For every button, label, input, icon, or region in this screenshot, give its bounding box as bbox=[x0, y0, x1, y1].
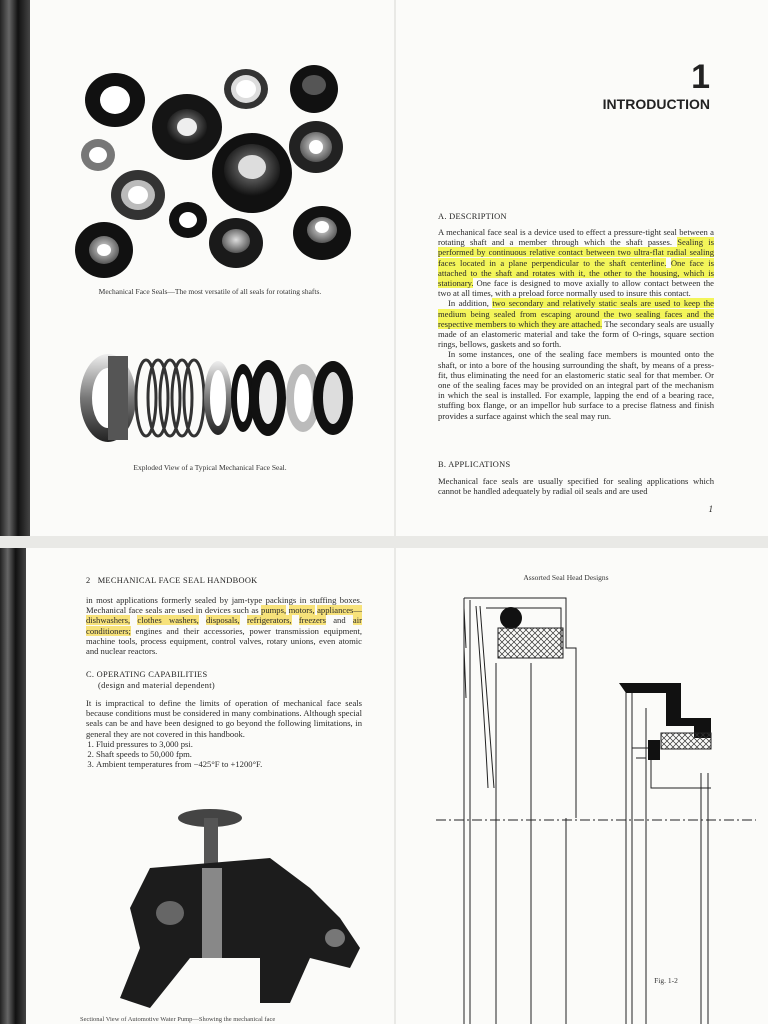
desc-p3: In some instances, one of the sealing face members is mounted onto the shaft, or into a bore of the housing surrounding the shaft, by means of a press-fit, thus eliminating the need for an elastomeric static seal for that member. Or one of the sealing faces may be provided on an integral part of the mechanism in which the seal is installed. For example, lapping the end of a bearing race, stuffing box flange, or an impellor hub surface to a precise flatness and finish provides a surface against which the seal may run. bbox=[438, 349, 714, 421]
applications-text: Mechanical face seals are usually specified for sealing applications which cannot be handled adequately by radial oil seals and are used bbox=[438, 476, 714, 497]
desc-p1-start: A mechanical face seal is a device used to effect a pressure-tight seal between a rotating shaft and a member through which the shaft passes. bbox=[438, 227, 714, 248]
page-3 bbox=[0, 548, 394, 1024]
capabilities-list bbox=[86, 739, 362, 770]
desc-p2-end: The secondary seals are usually made of an elastomeric material and take the form of O-rings, square section rings, bellows, gaskets and so forth. bbox=[438, 318, 715, 350]
running-head-title: MECHANICAL FACE SEAL HANDBOOK bbox=[97, 576, 258, 585]
page-1 bbox=[0, 0, 394, 536]
item-freezers: freezers bbox=[298, 615, 326, 626]
highlight-secondary-seals: two secondary and relatively static seals are used to keep the medium being sealed from escaping around the two sealing faces and the respective members to which they are attached. bbox=[438, 298, 714, 329]
item-refrigerators: refrigerators, bbox=[246, 615, 292, 626]
page-4 bbox=[396, 548, 768, 1024]
seal-photo-group bbox=[70, 55, 360, 290]
list-item: 2. Shaft speeds to 50,000 fpm. bbox=[96, 749, 362, 759]
running-head bbox=[86, 576, 258, 585]
section-heading-capabilities: C. OPERATING CAPABILITIES bbox=[86, 670, 208, 679]
cap-intro: It is impractical to define the limits of operation of mechanical face seals because conditions must be considered in many combinations. Although special seals can be and have been designed to go beyond the following limitations, in general they are not covered in this handbook. bbox=[86, 698, 362, 739]
list-item: 3. Ambient temperatures from −425°F to +1200°F. bbox=[96, 759, 362, 769]
capabilities-text bbox=[86, 698, 362, 769]
item-motors: motors, bbox=[288, 605, 315, 616]
item-clothes-washers: clothes washers, bbox=[137, 615, 199, 626]
highlight-sealing: Sealing is performed by continuous relative contact between two ultra-flat radial sealing faces located in a plane perpendicular to the shaft centerline. bbox=[438, 237, 714, 268]
page-number: 1 bbox=[708, 504, 713, 514]
book-spine bbox=[0, 548, 26, 1024]
item-dishwashers: appliances—dishwashers, bbox=[86, 605, 362, 626]
figure-label: Fig. 1-2 bbox=[654, 976, 678, 985]
running-head-page: 2 bbox=[86, 576, 91, 585]
applications-continued: in most applications formerly sealed by jam-type packings in stuffing boxes. Mechanical face seals are used in devices such as pumps, motors, appliances—dishwashers, clothes washers, disposals, refrigerators, freezers and air conditioners; engines and their accessories, power transmission equipment, machine tools, process equipment, control valves, rotary unions, even atomic and nuclear reactors. bbox=[86, 595, 362, 657]
desc-p1-end: One face is designed to move axially to allow contact between the two at all times, with a preload force normally used to insure this contact. bbox=[438, 278, 714, 299]
water-pump-photo bbox=[110, 798, 380, 1018]
exploded-seal-photo bbox=[78, 350, 358, 445]
chapter-number: 1 bbox=[691, 58, 710, 96]
item-pumps: pumps, bbox=[261, 605, 287, 616]
highlight-faces: One face is attached to the shaft and rotates with it, the other to the housing, which is stationary. bbox=[438, 257, 714, 289]
list-item: 1. Fluid pressures to 3,000 psi. bbox=[96, 739, 362, 749]
section-heading-applications: B. APPLICATIONS bbox=[438, 460, 511, 469]
page-gap bbox=[0, 536, 768, 548]
desc-p2-start: In addition, bbox=[448, 298, 489, 309]
drawing-title: Assorted Seal Head Designs bbox=[523, 573, 609, 582]
chapter-title: INTRODUCTION bbox=[602, 96, 710, 112]
item-air-conditioners: air conditioners; bbox=[86, 615, 362, 636]
app-text-end: engines and their accessories, power transmission equipment, machine tools, process equipment, control valves, rotary unions, even atomic and nuclear reactors. bbox=[86, 625, 362, 657]
book-spine bbox=[0, 0, 30, 536]
app-text-start: in most applications formerly sealed by jam-type packings in stuffing boxes. Mechanical face seals are used in devices such as bbox=[86, 595, 362, 616]
pump-caption: Sectional View of Automotive Water Pump—Showing the mechanical face bbox=[80, 1016, 276, 1023]
seal-cross-section-drawing bbox=[436, 588, 756, 1024]
photo-caption-exploded: Exploded View of a Typical Mechanical Face Seal. bbox=[133, 463, 287, 472]
description-text bbox=[438, 227, 714, 421]
photo-caption-seals: Mechanical Face Seals—The most versatile of all seals for rotating shafts. bbox=[98, 287, 322, 296]
section-subheading: (design and material dependent) bbox=[98, 681, 215, 690]
page-2 bbox=[396, 0, 768, 536]
item-disposals: disposals, bbox=[206, 615, 240, 626]
section-heading-description: A. DESCRIPTION bbox=[438, 212, 507, 221]
